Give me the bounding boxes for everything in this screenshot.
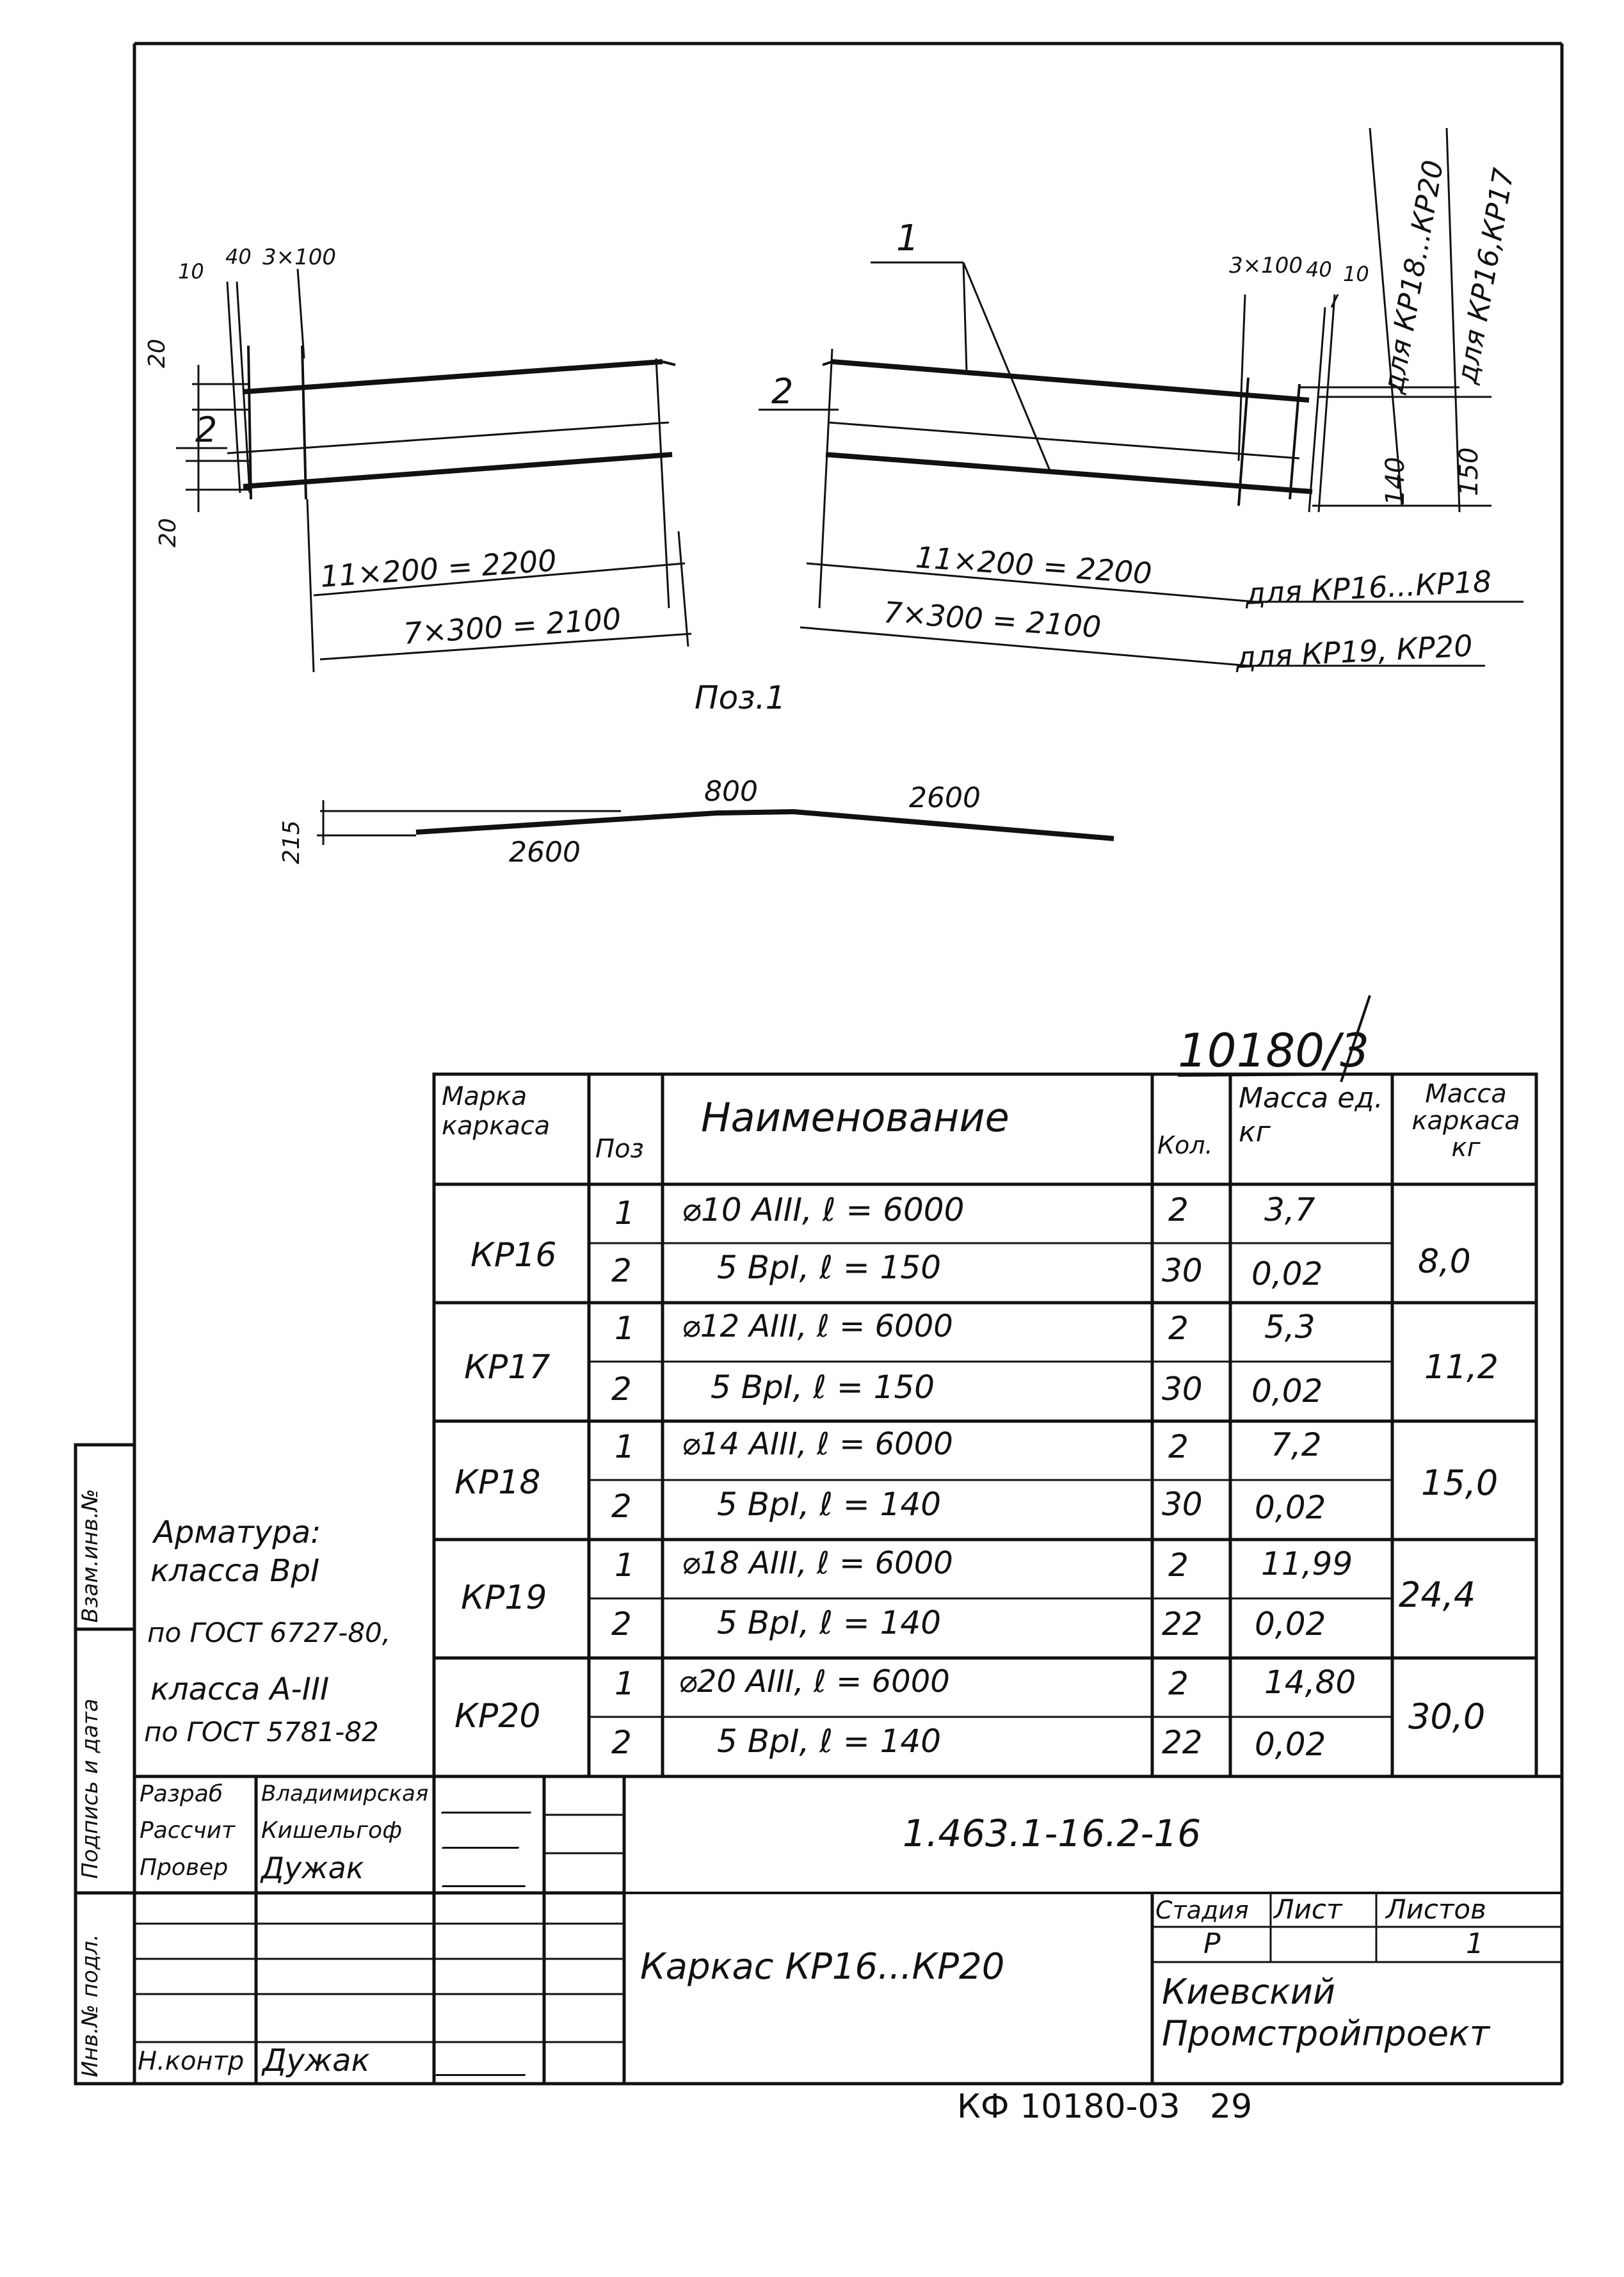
mass-kr17-2: 0,02 [1251,1372,1323,1410]
dim-40-left: 40 [225,245,252,269]
name-kr16-2: 5 ВрI, ℓ = 150 [717,1249,942,1286]
name-kr19-1: ⌀18 АIII, ℓ = 6000 [682,1545,953,1581]
dim-20-bottom: 20 [155,518,181,547]
pos-ref-1: 1 [896,218,919,259]
qty-kr17-2: 30 [1162,1371,1203,1408]
pos-ref-2-left: 2 [195,410,218,450]
dim-10-left: 10 [178,259,204,284]
pos-kr20-1: 1 [615,1665,635,1702]
dim-800: 800 [704,775,758,808]
pos-kr19-2: 2 [611,1605,632,1643]
mass-kr19-1: 11,99 [1261,1545,1353,1582]
name-kr17-1: ⌀12 АIII, ℓ = 6000 [682,1308,953,1344]
top-bar-right [832,362,1309,400]
name-checker: Дужак [261,1851,364,1885]
dim-2600-right: 2600 [909,782,981,814]
designation: 1.463.1-16.2-16 [903,1812,1202,1855]
total-kr20: 30,0 [1408,1696,1486,1737]
dim-20-top: 20 [144,339,170,368]
dim-11x200-right: 11×200 = 2200 [914,540,1154,591]
name-norm-control: Дужак [262,2043,370,2079]
rebar-note-line5: по ГОСТ 5781-82 [144,1716,379,1748]
qty-kr16-2: 30 [1162,1252,1203,1289]
dim-3x100-left: 3×100 [262,245,337,270]
dim-140: 140 [1381,456,1410,506]
name-developer: Владимирская [261,1781,429,1806]
dim-10-right: 10 [1343,262,1369,286]
mark-kr19: КР19 [461,1579,547,1617]
name-kr17-2: 5 ВрI, ℓ = 150 [711,1369,935,1406]
footer-page: 29 [1210,2088,1253,2126]
header-mark: Марка каркаса [442,1082,551,1141]
mass-kr18-1: 7,2 [1271,1426,1322,1463]
qty-kr18-2: 30 [1162,1486,1203,1523]
qty-kr19-2: 22 [1162,1605,1203,1643]
signature-norm [435,2048,538,2076]
qty-kr19-1: 2 [1168,1547,1189,1584]
org-line2: Промстройпроект [1162,2013,1490,2054]
dim-150: 150 [1454,447,1484,496]
dim-11x200-left: 11×200 = 2200 [319,543,558,594]
header-pos: Поз [595,1134,644,1164]
mass-kr18-2: 0,02 [1255,1489,1326,1526]
pos-kr17-2: 2 [611,1371,632,1408]
name-kr16-1: ⌀10 АIII, ℓ = 6000 [682,1191,965,1228]
role-develop: Разраб [140,1781,223,1807]
spec-table-grid [434,1074,1536,1776]
role-calc: Рассчит [140,1817,235,1844]
sheets-label: Листов [1386,1894,1486,1925]
total-kr16: 8,0 [1418,1243,1471,1281]
note-kr19-kr20: для КР19, КР20 [1234,628,1474,675]
stamp-replace-inv: Взам.инв.№ [77,1488,103,1623]
pos-kr19-1: 1 [615,1547,635,1584]
sheet-label: Лист [1274,1894,1342,1925]
mass-kr17-1: 5,3 [1264,1308,1315,1346]
stage-value: Р [1203,1927,1221,1960]
mass-kr19-2: 0,02 [1255,1605,1326,1643]
mass-kr20-2: 0,02 [1255,1726,1326,1763]
total-kr19: 24,4 [1399,1575,1476,1615]
signature-calculator [442,1821,531,1849]
name-kr18-1: ⌀14 АIII, ℓ = 6000 [682,1426,953,1462]
name-kr19-2: 5 ВрI, ℓ = 140 [717,1604,942,1641]
org-line1: Киевский [1162,1972,1335,2012]
rebar-note-line3: по ГОСТ 6727-80, [147,1617,391,1648]
note-kr16-kr17: для КР16,КР17 [1451,165,1521,387]
dim-7x300-right: 7×300 = 2100 [882,595,1102,645]
qty-kr18-1: 2 [1168,1428,1189,1465]
pos1-label: Поз.1 [695,679,786,716]
mass-kr20-1: 14,80 [1264,1664,1356,1701]
stamp-sign-date: Подпись и дата [77,1698,103,1879]
pos-kr18-1: 1 [615,1428,635,1465]
qty-kr20-1: 2 [1168,1665,1189,1702]
mass-kr16-2: 0,02 [1251,1255,1323,1292]
pos-kr16-1: 1 [615,1195,635,1232]
footer-code: КФ 10180-03 [957,2088,1180,2126]
dim-40-right: 40 [1306,257,1332,282]
top-bar-left [243,362,663,392]
note-kr16-kr18: для КР16...КР18 [1244,563,1493,612]
stage-label: Стадия [1155,1896,1249,1924]
mark-kr20: КР20 [454,1697,541,1735]
total-kr18: 15,0 [1421,1463,1499,1503]
dim-2600-left: 2600 [509,836,581,869]
rebar-note-line2: класса ВрI [150,1553,320,1589]
pos-kr16-2: 2 [611,1252,632,1289]
stamp-inv-orig: Инв.№ подл. [77,1934,103,2077]
rebar-note-line1: Арматура: [154,1515,321,1550]
qty-kr16-1: 2 [1168,1191,1189,1228]
pos-kr20-2: 2 [611,1724,632,1761]
sheets-value: 1 [1466,1927,1484,1960]
archive-number: 10180/3 [1178,1024,1370,1077]
pos-kr18-2: 2 [611,1488,632,1525]
qty-kr17-1: 2 [1168,1310,1189,1347]
dim-7x300-left: 7×300 = 2100 [402,601,622,651]
total-kr17: 11,2 [1424,1348,1499,1387]
mark-kr18: КР18 [454,1463,541,1502]
role-check: Провер [140,1855,229,1881]
pos-kr17-1: 1 [615,1310,635,1347]
note-kr18-kr20: для КР18...КР20 [1377,157,1451,396]
name-kr20-2: 5 ВрI, ℓ = 140 [717,1723,942,1760]
drawing-title: Каркас КР16...КР20 [640,1946,1005,1988]
header-unit-mass: Масса ед. кг [1239,1082,1383,1148]
name-kr20-1: ⌀20 АIII, ℓ = 6000 [679,1664,950,1700]
header-qty: Кол. [1157,1131,1213,1159]
name-calculator: Кишельгоф [261,1817,402,1844]
header-frame-mass: Масса каркаса кг [1411,1079,1520,1163]
header-name: Наименование [701,1094,1009,1141]
dim-3x100-right: 3×100 [1229,253,1303,278]
signature-checker [442,1860,538,1887]
dim-215: 215 [278,820,305,864]
mass-kr16-1: 3,7 [1264,1191,1315,1228]
qty-kr20-2: 22 [1162,1724,1203,1761]
role-norm: Н.контр [138,2047,245,2076]
mark-kr16: КР16 [470,1236,557,1275]
name-kr18-2: 5 ВрI, ℓ = 140 [717,1486,942,1523]
signature-developer [441,1783,545,1814]
rebar-note-line4: класса А-III [150,1671,330,1707]
mark-kr17: КР17 [464,1348,551,1387]
bottom-bar-left [243,455,672,487]
pos-ref-2-right: 2 [771,371,794,412]
